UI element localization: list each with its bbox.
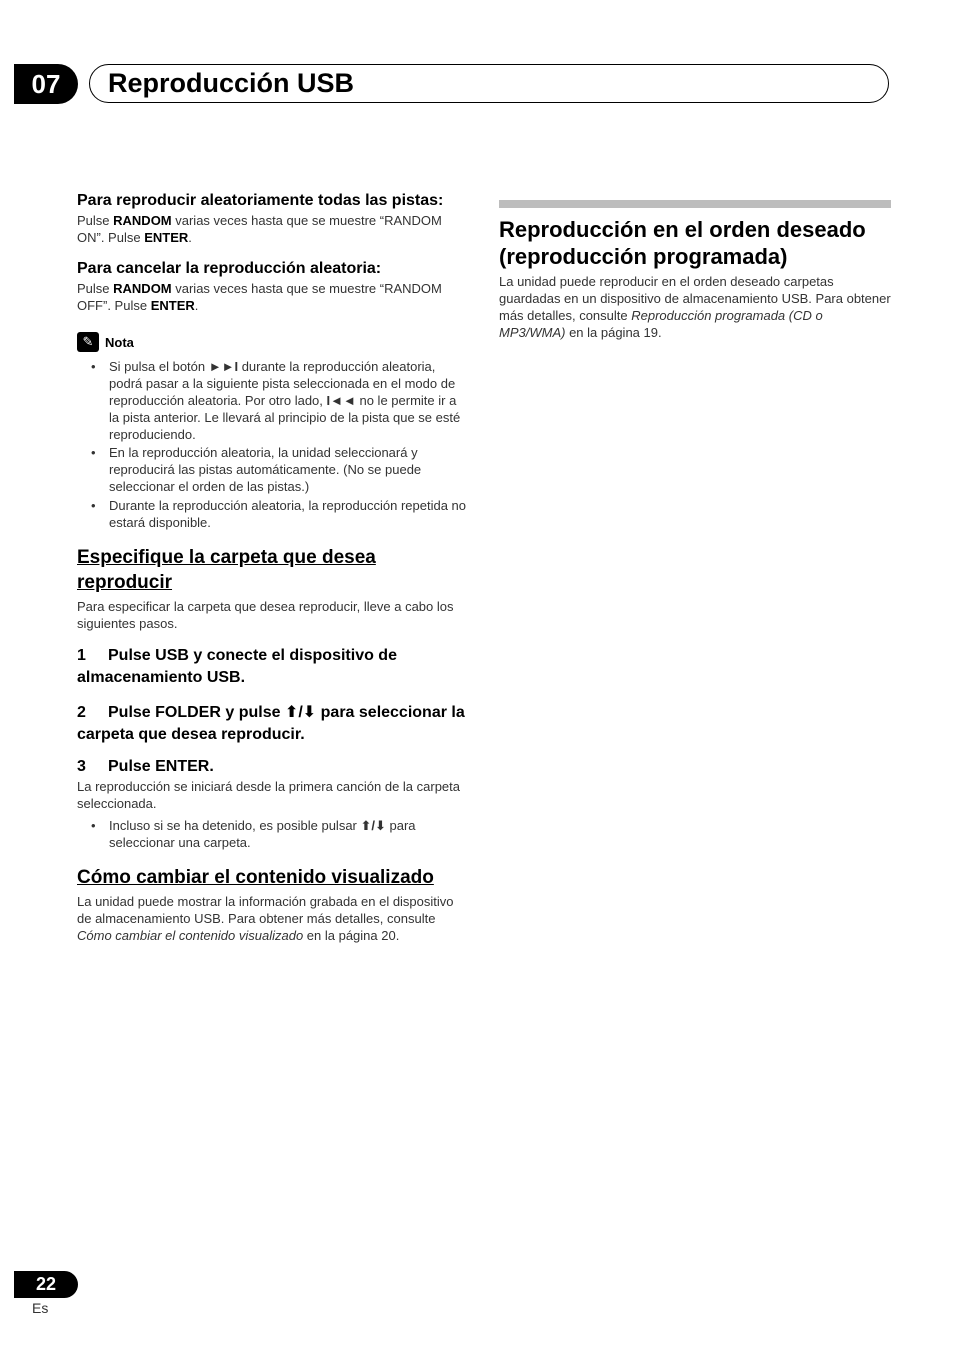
cancel-title: Para cancelar la reproducción aleatoria: bbox=[77, 260, 382, 277]
display-text: La unidad puede mostrar la información grabada en el dispositivo de almacenamiento USB. Para obtener más detalles, consulte Cómo cambiar el contenido visualizado en la página 20. bbox=[77, 894, 454, 943]
step-3-text: La reproducción se iniciará desde la primera canción de la carpeta seleccionada. bbox=[77, 779, 460, 811]
note-label: Nota bbox=[105, 334, 134, 350]
pencil-note-icon: ✎ bbox=[77, 332, 99, 352]
up-down-arrows-icon: ⬆/⬇ bbox=[360, 818, 386, 833]
folder-intro: Para especificar la carpeta que desea reproducir, lleve a cabo los siguientes pasos. bbox=[77, 599, 454, 631]
page-number: 22 bbox=[14, 1271, 78, 1298]
next-track-icon: ►►I bbox=[208, 359, 239, 374]
step-3-list bbox=[77, 817, 469, 851]
note-list bbox=[77, 358, 469, 531]
note-item: • Durante la reproducción aleatoria, la reproducción repetida no estará disponible. bbox=[77, 497, 469, 531]
step-2: 2 Pulse FOLDER y pulse ⬆/⬇ para seleccionar la carpeta que desea reproducir. bbox=[77, 704, 465, 743]
language-code: Es bbox=[32, 1300, 49, 1316]
step-3: 3 Pulse ENTER. bbox=[77, 758, 214, 775]
random-title: Para reproducir aleatoriamente todas las pistas: bbox=[77, 192, 444, 209]
previous-track-icon: I◄◄ bbox=[326, 393, 356, 408]
program-text: La unidad puede reproducir en el orden deseado carpetas guardadas en un dispositivo de almacenamiento USB. Para obtener más detalles, consulte Reproducción programada (CD o MP3/WMA) en la página 19. bbox=[499, 274, 891, 340]
right-column bbox=[499, 200, 891, 341]
note-item: • Si pulsa el botón ►►I durante la reproducción aleatoria, podrá pasar a la siguiente pista seleccionada en el modo de reproducción aleatoria. Por otro lado, I◄◄ no le permite ir a la pista anterior. Le llevará al principio de la pista que se esté reproduciendo. bbox=[77, 358, 469, 443]
up-down-arrows-icon: ⬆/⬇ bbox=[284, 704, 317, 721]
display-heading: Cómo cambiar el contenido visualizado bbox=[77, 867, 434, 888]
cancel-text: Pulse RANDOM varias veces hasta que se muestre “RANDOM OFF”. Pulse ENTER. bbox=[77, 281, 442, 313]
note-header bbox=[77, 332, 469, 352]
left-column bbox=[77, 190, 469, 944]
step-1: 1 Pulse USB y conecte el dispositivo de almacenamiento USB. bbox=[77, 647, 397, 686]
chapter-title: Reproducción USB bbox=[108, 68, 355, 98]
note-item: • En la reproducción aleatoria, la unidad seleccionará y reproducirá las pistas automáticamente. (No se puede seleccionar el orden de las pistas.) bbox=[77, 444, 469, 495]
step-3-item: • Incluso si se ha detenido, es posible pulsar ⬆/⬇ para seleccionar una carpeta. bbox=[77, 817, 469, 851]
chapter-number: 07 bbox=[14, 64, 78, 104]
program-heading: Reproducción en el orden deseado (reproducción programada) bbox=[499, 217, 866, 269]
random-text: Pulse RANDOM varias veces hasta que se muestre “RANDOM ON”. Pulse ENTER. bbox=[77, 213, 442, 245]
folder-heading: Especifique la carpeta que desea reproducir bbox=[77, 547, 376, 593]
section-rule bbox=[499, 200, 891, 208]
